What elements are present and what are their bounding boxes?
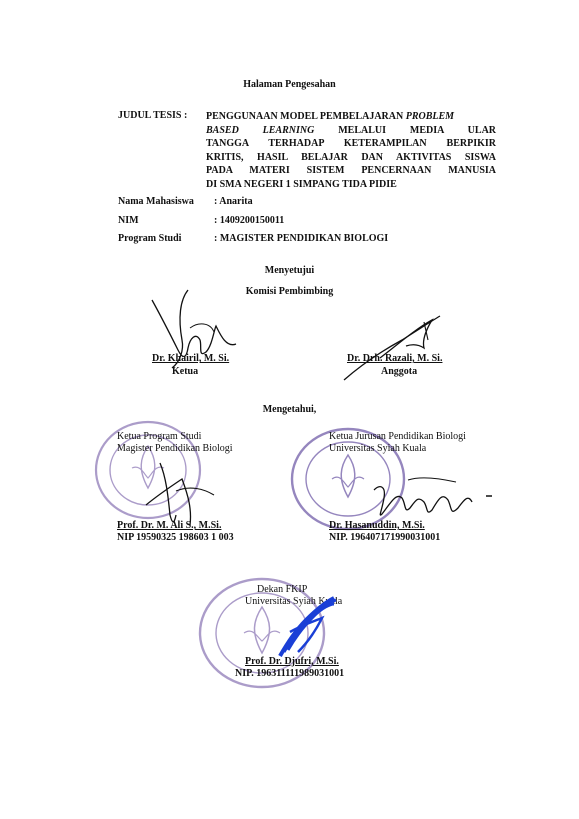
student-name-value: : Anarita bbox=[214, 196, 253, 207]
nim-row bbox=[118, 215, 284, 226]
signature-dekan bbox=[270, 592, 340, 662]
dekan-line-2: Universitas Syiah Kuala bbox=[245, 596, 343, 607]
nim-value: : 1409200150011 bbox=[214, 215, 285, 226]
thesis-title-line-4: KRITIS, HASIL BELAJAR DAN AKTIVITAS SISWA bbox=[206, 151, 496, 163]
nim-label: NIM bbox=[118, 215, 139, 226]
signature-ketua bbox=[140, 288, 250, 378]
acknowledgement-heading: Mengetahui, bbox=[262, 404, 317, 415]
dekan-signatory-nip: NIP. 196311111989031001 bbox=[235, 668, 345, 679]
signature-prodi bbox=[140, 455, 220, 530]
prodi-signatory-name: Prof. Dr. M. Ali S., M.Si. bbox=[117, 520, 222, 531]
approval-heading: Menyetujui bbox=[264, 265, 315, 276]
program-value: : MAGISTER PENDIDIKAN BIOLOGI bbox=[214, 233, 389, 244]
student-name-label: Nama Mahasiswa bbox=[118, 196, 194, 207]
prodi-line-1: Ketua Program Studi bbox=[117, 431, 202, 442]
dekan-line-1: Dekan FKIP bbox=[257, 584, 308, 595]
committee-heading: Komisi Pembimbing bbox=[245, 286, 334, 297]
thesis-title bbox=[206, 110, 496, 191]
thesis-title-line-2: BASED LEARNING MELALUI MEDIA ULAR bbox=[206, 124, 497, 136]
program-row bbox=[118, 233, 388, 244]
student-name-row bbox=[118, 196, 253, 207]
dekan-signatory-name: Prof. Dr. Djufri, M.Si. bbox=[245, 656, 339, 667]
jurusan-line-1: Ketua Jurusan Pendidikan Biologi bbox=[329, 431, 466, 442]
anggota-role: Anggota bbox=[381, 366, 418, 377]
jurusan-signatory-name: Dr. Hasanuddin, M.Si. bbox=[329, 520, 425, 531]
thesis-title-label: JUDUL TESIS : bbox=[118, 110, 188, 121]
jurusan-line-2: Universitas Syiah Kuala bbox=[329, 443, 427, 454]
anggota-name: Dr. Drh. Razali, M. Si. bbox=[347, 353, 443, 364]
thesis-title-line-3: TANGGA TERHADAP KETERAMPILAN BERPIKIR bbox=[206, 138, 496, 149]
page-title: Halaman Pengesahan bbox=[243, 79, 336, 90]
ketua-name: Dr. Khairil, M. Si. bbox=[152, 353, 230, 364]
thesis-title-line-5: PADA MATERI SISTEM PENCERNAAN MANUSIA bbox=[206, 165, 496, 176]
ketua-role: Ketua bbox=[172, 366, 199, 377]
thesis-title-line-1: PENGGUNAAN MODEL PEMBELAJARAN PROBLEM bbox=[206, 111, 455, 122]
prodi-signatory-nip: NIP 19590325 198603 1 003 bbox=[117, 532, 234, 543]
prodi-line-2: Magister Pendidikan Biologi bbox=[117, 443, 233, 454]
thesis-title-line-6: DI SMA NEGERI 1 SIMPANG TIDA PIDIE bbox=[206, 178, 397, 190]
jurusan-signatory-nip: NIP. 196407171990031001 bbox=[329, 532, 441, 543]
program-label: Program Studi bbox=[118, 233, 182, 244]
